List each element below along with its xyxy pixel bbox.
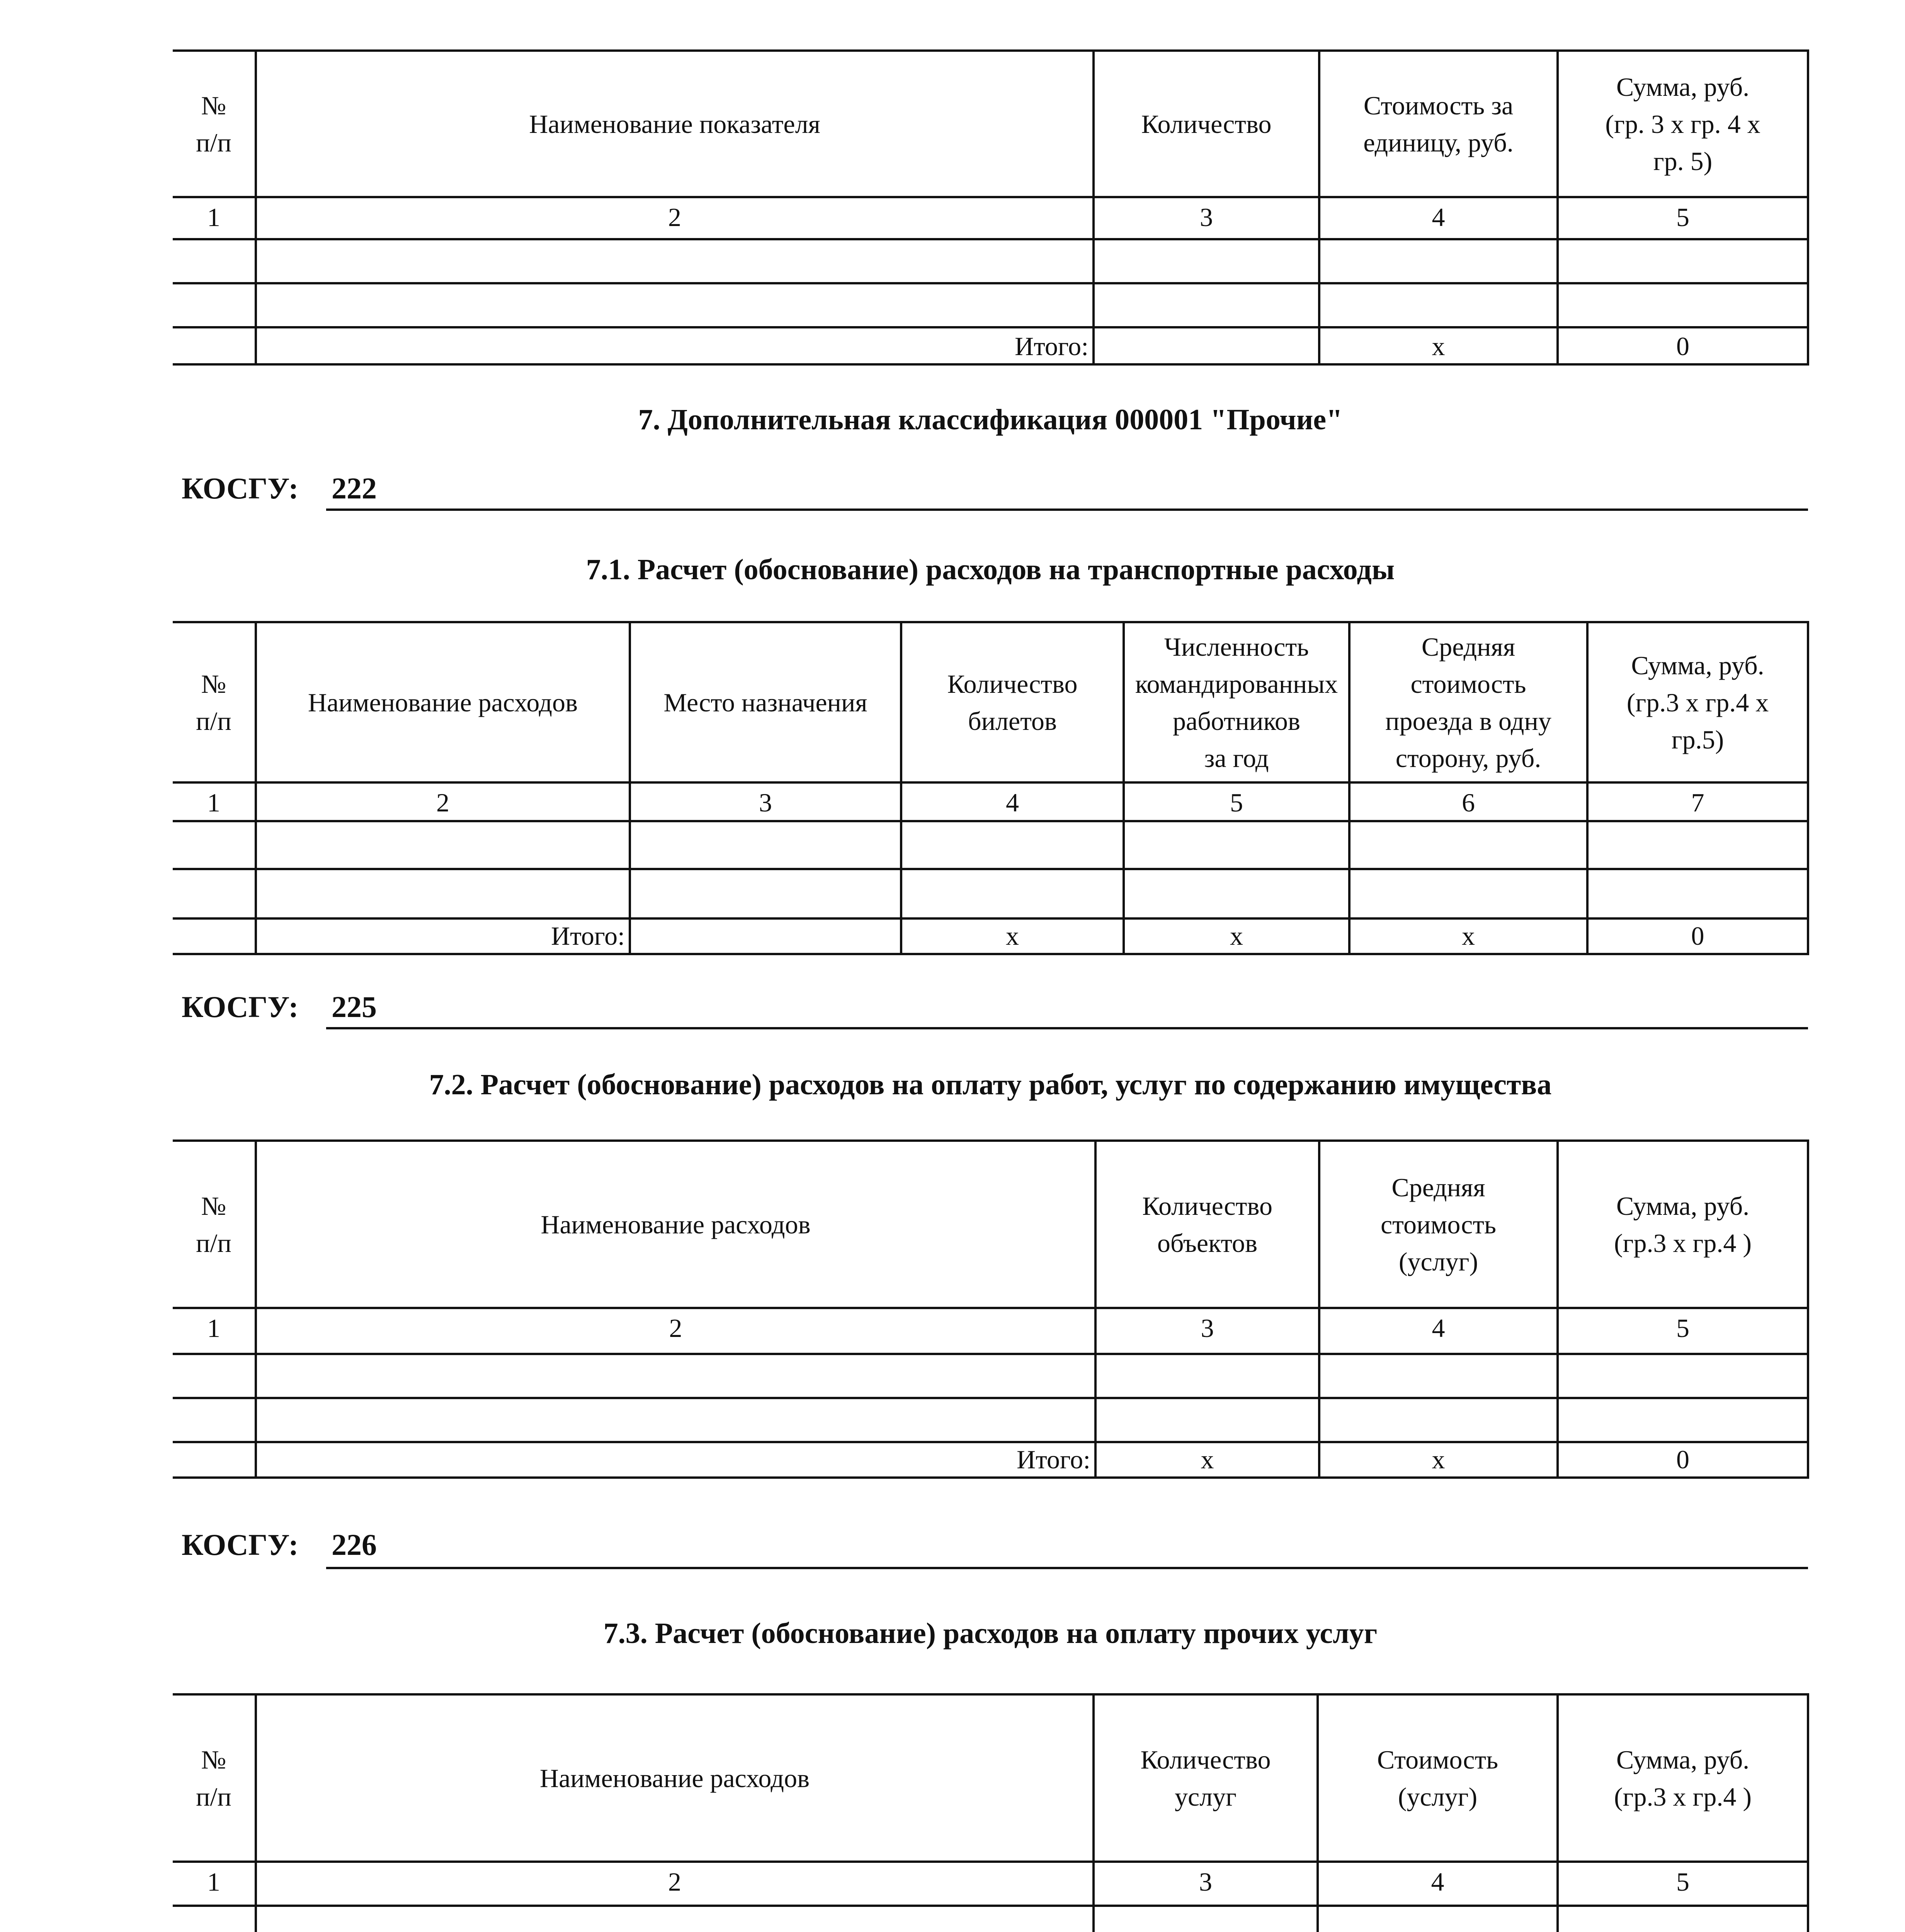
empty-cell	[1319, 239, 1558, 283]
column-header: Количество услуг	[1094, 1694, 1318, 1862]
column-number: 1	[173, 1862, 256, 1906]
column-number-row	[173, 782, 1808, 821]
empty-cell	[1558, 1398, 1808, 1442]
empty-cell	[256, 869, 630, 918]
section-7-title: 7. Дополнительная классификация 000001 "Прочие"	[638, 403, 1343, 436]
column-number: 5	[1558, 197, 1808, 239]
table-row	[173, 821, 1808, 869]
calculation-table	[173, 1139, 1809, 1479]
column-header: Наименование расходов	[256, 1694, 1094, 1862]
total-cell: х	[1319, 1442, 1558, 1478]
empty-cell	[1558, 239, 1808, 283]
column-number: 2	[256, 197, 1094, 239]
empty-cell	[1124, 821, 1349, 869]
empty-cell	[173, 1906, 256, 1932]
empty-cell	[1587, 821, 1808, 869]
column-header: Наименование расходов	[256, 622, 630, 782]
column-number: 4	[1318, 1862, 1558, 1906]
empty-cell	[1558, 283, 1808, 327]
total-cell: х	[1349, 918, 1587, 954]
table-header-row	[173, 1141, 1808, 1308]
total-cell: 0	[1587, 918, 1808, 954]
empty-cell	[173, 1398, 256, 1442]
kosgu-label: КОСГУ:	[182, 990, 299, 1024]
column-header: Сумма, руб. (гр. 3 х гр. 4 х гр. 5)	[1558, 51, 1808, 197]
column-header: Средняя стоимость (услуг)	[1319, 1141, 1558, 1308]
total-label: Итого:	[256, 327, 1094, 364]
column-header: Количество	[1094, 51, 1319, 197]
total-row	[173, 918, 1808, 954]
column-number: 4	[901, 782, 1124, 821]
kosgu-code-226: 226	[332, 1528, 377, 1561]
empty-cell	[256, 1354, 1095, 1398]
column-number: 6	[1349, 782, 1587, 821]
empty-cell	[630, 869, 901, 918]
empty-cell	[901, 821, 1124, 869]
column-number: 5	[1558, 1862, 1808, 1906]
total-row	[173, 1442, 1808, 1478]
empty-cell	[1095, 1398, 1319, 1442]
empty-cell	[1124, 869, 1349, 918]
empty-cell	[256, 1398, 1095, 1442]
empty-cell	[1094, 239, 1319, 283]
column-header: № п/п	[173, 1141, 256, 1308]
column-number: 1	[173, 197, 256, 239]
kosgu-underline	[326, 1027, 1808, 1029]
empty-cell	[1319, 1398, 1558, 1442]
total-cell	[173, 918, 256, 954]
calculation-table	[173, 1693, 1809, 1932]
column-number: 1	[173, 782, 256, 821]
empty-cell	[173, 821, 256, 869]
column-number: 4	[1319, 1308, 1558, 1354]
empty-cell	[1558, 1906, 1808, 1932]
empty-cell	[901, 869, 1124, 918]
table-row	[173, 1398, 1808, 1442]
total-cell	[630, 918, 901, 954]
empty-cell	[1349, 869, 1587, 918]
empty-cell	[1319, 1354, 1558, 1398]
table-header-row	[173, 51, 1808, 197]
table-row	[173, 1354, 1808, 1398]
total-cell: 0	[1558, 1442, 1808, 1478]
table-row	[173, 283, 1808, 327]
kosgu-label: КОСГУ:	[182, 1528, 299, 1561]
empty-cell	[1094, 1906, 1318, 1932]
column-number-row	[173, 1862, 1808, 1906]
empty-cell	[256, 239, 1094, 283]
table-row	[173, 1906, 1808, 1932]
column-number: 7	[1587, 782, 1808, 821]
kosgu-label: КОСГУ:	[182, 471, 299, 505]
column-number: 2	[256, 1862, 1094, 1906]
empty-cell	[1558, 1354, 1808, 1398]
column-number: 2	[256, 782, 630, 821]
table-header-row	[173, 1694, 1808, 1862]
empty-cell	[256, 821, 630, 869]
empty-cell	[1318, 1906, 1558, 1932]
calculation-table	[173, 621, 1809, 955]
column-header: Место назначения	[630, 622, 901, 782]
column-header: Сумма, руб. (гр.3 х гр.4 )	[1558, 1694, 1808, 1862]
kosgu-code-222: 222	[332, 471, 377, 505]
empty-cell	[1095, 1354, 1319, 1398]
column-number: 5	[1124, 782, 1349, 821]
column-header: № п/п	[173, 51, 256, 197]
table-row	[173, 239, 1808, 283]
empty-cell	[173, 239, 256, 283]
total-cell	[173, 327, 256, 364]
column-number: 4	[1319, 197, 1558, 239]
column-number: 3	[1095, 1308, 1319, 1354]
subsection-7-2-title: 7.2. Расчет (обоснование) расходов на оплату работ, услуг по содержанию имущества	[429, 1068, 1552, 1101]
total-label: Итого:	[256, 1442, 1095, 1478]
total-cell: х	[901, 918, 1124, 954]
kosgu-underline	[326, 1567, 1808, 1569]
column-header: Количество билетов	[901, 622, 1124, 782]
column-number: 3	[1094, 197, 1319, 239]
column-header: Сумма, руб. (гр.3 х гр.4 х гр.5)	[1587, 622, 1808, 782]
column-header: Наименование показателя	[256, 51, 1094, 197]
kosgu-underline	[326, 509, 1808, 511]
total-cell: 0	[1558, 327, 1808, 364]
calculation-table	[173, 49, 1809, 366]
total-row	[173, 327, 1808, 364]
column-number-row	[173, 197, 1808, 239]
subsection-7-3-title: 7.3. Расчет (обоснование) расходов на оплату прочих услуг	[603, 1617, 1378, 1650]
column-header: Количество объектов	[1095, 1141, 1319, 1308]
empty-cell	[173, 869, 256, 918]
total-label: Итого:	[256, 918, 630, 954]
empty-cell	[1094, 283, 1319, 327]
column-number: 3	[630, 782, 901, 821]
table-row	[173, 869, 1808, 918]
total-cell: х	[1124, 918, 1349, 954]
empty-cell	[173, 283, 256, 327]
total-cell: х	[1319, 327, 1558, 364]
empty-cell	[256, 283, 1094, 327]
total-cell	[1094, 327, 1319, 364]
column-number-row	[173, 1308, 1808, 1354]
column-header: № п/п	[173, 1694, 256, 1862]
empty-cell	[1349, 821, 1587, 869]
empty-cell	[256, 1906, 1094, 1932]
column-number: 1	[173, 1308, 256, 1354]
column-header: Сумма, руб. (гр.3 х гр.4 )	[1558, 1141, 1808, 1308]
empty-cell	[630, 821, 901, 869]
column-number: 2	[256, 1308, 1095, 1354]
column-header: № п/п	[173, 622, 256, 782]
column-number: 3	[1094, 1862, 1318, 1906]
total-cell	[173, 1442, 256, 1478]
empty-cell	[173, 1354, 256, 1398]
column-header: Стоимость (услуг)	[1318, 1694, 1558, 1862]
column-header: Средняя стоимость проезда в одну сторону, руб.	[1349, 622, 1587, 782]
table-header-row	[173, 622, 1808, 782]
empty-cell	[1587, 869, 1808, 918]
column-header: Численность командированных работников за год	[1124, 622, 1349, 782]
column-header: Наименование расходов	[256, 1141, 1095, 1308]
empty-cell	[1319, 283, 1558, 327]
kosgu-code-225: 225	[332, 990, 377, 1024]
column-number: 5	[1558, 1308, 1808, 1354]
subsection-7-1-title: 7.1. Расчет (обоснование) расходов на транспортные расходы	[586, 553, 1395, 586]
column-header: Стоимость за единицу, руб.	[1319, 51, 1558, 197]
total-cell: х	[1095, 1442, 1319, 1478]
